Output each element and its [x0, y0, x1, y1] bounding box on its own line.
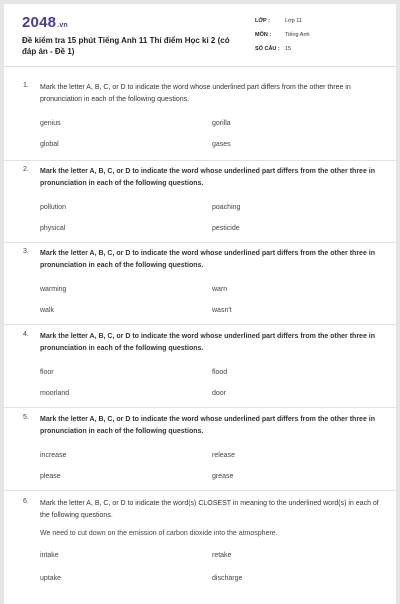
- option-c[interactable]: uptake: [40, 575, 62, 582]
- divider: [4, 490, 396, 491]
- question-number: 5.: [23, 414, 29, 421]
- question-number: 3.: [23, 248, 29, 255]
- question-number: 4.: [23, 331, 29, 338]
- question-text: Mark the letter A, B, C, or D to indicate the word whose underlined part differs from the other three in pronunciation in each of the following questions.: [40, 168, 376, 187]
- option-c[interactable]: walk: [40, 307, 55, 314]
- option-a[interactable]: floor: [40, 369, 54, 376]
- divider: [4, 160, 396, 161]
- option-d[interactable]: door: [212, 390, 227, 397]
- option-c[interactable]: global: [40, 141, 59, 148]
- option-a[interactable]: pollution: [40, 204, 67, 211]
- option-b[interactable]: poaching: [212, 204, 241, 211]
- divider: [4, 324, 396, 325]
- option-c[interactable]: physical: [40, 225, 66, 232]
- meta-value: 15: [285, 46, 292, 52]
- meta-key: SỐ CÂU :: [255, 46, 280, 52]
- option-b[interactable]: gorilla: [212, 120, 231, 127]
- question-text: Mark the letter A, B, C, or D to indicate the word whose underlined part differs from the other three in pronunciation in each of the following questions.: [40, 333, 376, 352]
- option-a[interactable]: warming: [40, 286, 67, 293]
- document-page: [4, 4, 396, 604]
- meta-value: Lớp 11: [285, 18, 302, 24]
- page-title: Đề kiểm tra 15 phút Tiếng Anh 11 Thí điểm Học kì 2 (có đáp án - Đề 1): [22, 36, 230, 56]
- option-c[interactable]: please: [40, 473, 61, 480]
- option-b[interactable]: warn: [212, 286, 228, 293]
- question-text: Mark the letter A, B, C, or D to indicate the word(s) CLOSEST in meaning to the underlined word(s) in each of the following questions.: [40, 500, 379, 519]
- meta-row-subject: [255, 32, 310, 46]
- meta-row-class: [255, 18, 310, 32]
- question-number: 6.: [23, 498, 29, 505]
- option-c[interactable]: moorland: [40, 390, 70, 397]
- divider: [4, 407, 396, 408]
- option-d[interactable]: gases: [212, 141, 231, 148]
- option-d[interactable]: pesticide: [212, 225, 240, 232]
- divider: [4, 242, 396, 243]
- logo-text: 2048: [22, 14, 57, 31]
- document-header: [4, 4, 396, 67]
- option-b[interactable]: flood: [212, 369, 228, 376]
- option-a[interactable]: increase: [40, 452, 67, 459]
- question-text: Mark the letter A, B, C, or D to indicate the word whose underlined part differs from the other three in pronunciation in each of the following questions.: [40, 250, 376, 269]
- site-logo[interactable]: [22, 14, 68, 31]
- question-number: 1.: [23, 82, 29, 89]
- option-d[interactable]: wasn't: [212, 307, 232, 314]
- option-a[interactable]: genius: [40, 120, 61, 127]
- option-d[interactable]: discharge: [212, 575, 243, 582]
- meta-row-count: [255, 46, 310, 60]
- question-number: 2.: [23, 166, 29, 173]
- question-sentence: We need to cut down on the emission of carbon dioxide into the atmosphere.: [40, 530, 278, 537]
- meta-value: Tiếng Anh: [285, 32, 310, 38]
- meta-key: MÔN :: [255, 32, 272, 38]
- question-text: Mark the letter A, B, C, or D to indicate the word whose underlined part differs from the other three in pronunciation in each of the following questions.: [40, 416, 376, 435]
- option-b[interactable]: retake: [212, 552, 232, 559]
- meta-key: LỚP :: [255, 18, 270, 24]
- meta-info: [255, 18, 310, 60]
- option-b[interactable]: release: [212, 452, 235, 459]
- logo-suffix: .vn: [57, 22, 68, 29]
- option-d[interactable]: grease: [212, 473, 234, 480]
- option-a[interactable]: intake: [40, 552, 59, 559]
- question-text: Mark the letter A, B, C, or D to indicate the word whose underlined part differs from the other three in pronunciation in each of the following questions.: [40, 84, 351, 103]
